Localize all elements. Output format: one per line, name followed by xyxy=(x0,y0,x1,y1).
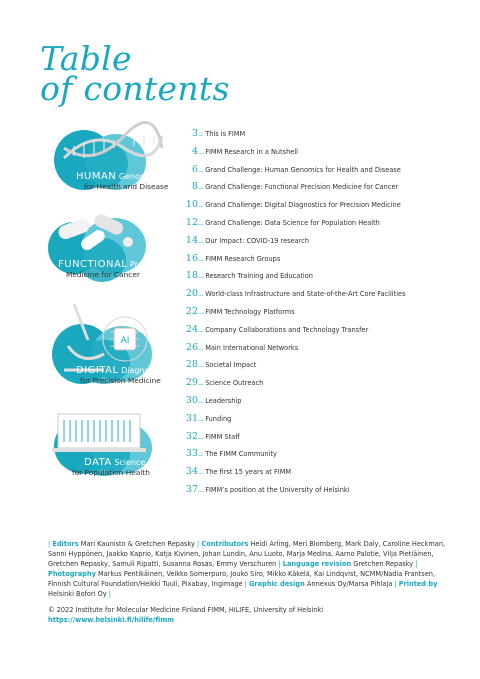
toc-dots: ... xyxy=(198,201,204,210)
credit-design: Annexus Oy/Marsa Pihlaja xyxy=(306,580,393,588)
toc-page-number: 20 xyxy=(185,288,198,300)
toc-entry-title: World-class Infrastructure and State-of-the-Art Core Facilities xyxy=(205,290,406,299)
illustration-subtitle: for Precision Medicine xyxy=(80,376,161,385)
toc-entry[interactable] xyxy=(160,431,240,445)
toc-page-number: 8 xyxy=(191,181,198,193)
credit-label-design: Graphic design xyxy=(249,580,305,588)
toc-entry-title: The first 15 years at FIMM xyxy=(205,468,292,477)
credit-label-printed: Printed by xyxy=(398,580,438,588)
toc-entry[interactable] xyxy=(160,146,298,160)
toc-entry[interactable] xyxy=(160,235,309,249)
toc-entry-title: FIMM Research in a Nutshell xyxy=(205,147,299,156)
toc-page-number: 10 xyxy=(185,199,198,211)
toc-entry-title: Our Impact: COVID-19 research xyxy=(205,236,310,245)
toc-entry-title: Main International Networks xyxy=(205,343,299,352)
toc-dots: ... xyxy=(198,290,204,299)
toc-page-number: 28 xyxy=(185,359,198,371)
toc-entry[interactable] xyxy=(160,128,245,142)
illustration-keyword: DATA xyxy=(84,457,112,468)
title-line-1: Table xyxy=(40,39,132,78)
illustration-rest: Science xyxy=(114,458,146,467)
toc-entry-title: Company Collaborations and Technology Transfer xyxy=(205,325,369,334)
illustration-rest: Diagnostics xyxy=(121,366,168,375)
toc-entry[interactable] xyxy=(160,253,280,267)
illustration-functional-precision xyxy=(44,212,164,292)
toc-entry-title: FIMM Staff xyxy=(205,432,240,441)
illustration-label xyxy=(84,458,145,467)
toc-dots: ... xyxy=(198,468,204,477)
toc-dots: ... xyxy=(198,486,204,494)
credit-label-editors: Editors xyxy=(52,540,79,548)
illustration-label xyxy=(58,260,166,269)
ai-chip-label: AI xyxy=(120,336,130,346)
toc-page-number: 14 xyxy=(185,234,198,246)
toc-entry[interactable] xyxy=(160,288,406,302)
toc-dots: ... xyxy=(198,414,204,423)
toc-entry-title: Grand Challenge: Digital Diagnostics for Precision Medicine xyxy=(205,201,401,210)
copyright-text: © 2022 Institute for Molecular Medicine Finland FIMM, HiLIFE, University of Helsinki xyxy=(48,606,324,614)
toc-entry[interactable] xyxy=(160,270,313,284)
illustration-digital-diagnostics xyxy=(44,296,168,390)
toc-page-number: 33 xyxy=(185,448,198,460)
toc-entry[interactable] xyxy=(160,466,291,480)
toc-entry-title: The FIMM Community xyxy=(205,450,277,459)
credit-label-photography: Photography xyxy=(48,570,96,578)
toc-page-number: 26 xyxy=(185,341,198,353)
toc-entry[interactable] xyxy=(160,377,263,391)
illustration-subtitle: Medicine for Cancer xyxy=(66,270,140,279)
toc-dots: ... xyxy=(198,379,204,388)
credit-contributors: Heidi Arling, Meri Blomberg, Mark Daly, Caroline Heckman, Sanni Hyppönen, Jaakko Kaprio, Katja Kivinen, Johan Lundin, Anu Luoto, Marja Medina, Aarno Palotie, Vilja Pietiäinen, Gretchen Repasky, Samuli Ripatti, Susanna Rosas, Emmy Verschuren xyxy=(48,540,446,568)
toc-page-number: 16 xyxy=(185,252,198,264)
toc-entry-title: Grand Challenge: Data Science for Population Health xyxy=(205,219,380,227)
toc-entry-title: Grand Challenge: Human Genomics for Health and Disease xyxy=(205,165,401,174)
toc-entry[interactable] xyxy=(160,199,401,213)
toc-entry[interactable] xyxy=(160,306,295,320)
footer xyxy=(48,605,323,625)
illustration-subtitle: for Health and Disease xyxy=(84,182,169,191)
illustration-keyword: FUNCTIONAL xyxy=(58,259,128,270)
toc-page-number: 30 xyxy=(185,395,198,406)
title-line-2: of contents xyxy=(40,69,230,108)
toc-page-number: 3 xyxy=(191,128,198,139)
toc-entry[interactable] xyxy=(160,484,350,498)
toc-dots: ... xyxy=(198,147,204,156)
toc-entry[interactable] xyxy=(160,181,398,195)
toc-page-number: 29 xyxy=(185,377,198,389)
toc-entry[interactable] xyxy=(160,395,241,409)
toc-dots: ... xyxy=(198,183,204,192)
credit-printed: Helsinki Bofori Oy xyxy=(48,590,107,598)
toc-dots: ... xyxy=(198,308,204,316)
toc-dots: ... xyxy=(198,450,204,459)
toc-entry-title: This is FIMM xyxy=(205,130,246,138)
credit-editors: Mari Kaunisto & Gretchen Repasky xyxy=(80,540,195,548)
toc-entry-title: Societal Impact xyxy=(205,361,257,370)
illustration-human-genomics xyxy=(44,118,169,198)
toc-entry-title: Funding xyxy=(205,414,232,423)
toc-entry[interactable] xyxy=(160,324,368,338)
toc-dots: ... xyxy=(198,325,204,334)
toc-dots: ... xyxy=(198,254,204,263)
toc-dots: ... xyxy=(198,236,204,245)
toc-entry[interactable] xyxy=(160,359,256,373)
toc-page-number: 18 xyxy=(185,270,198,282)
toc-dots: ... xyxy=(198,361,204,370)
toc-dots: ... xyxy=(198,219,204,227)
pills-icon xyxy=(44,212,164,292)
toc-dots: ... xyxy=(198,165,204,174)
toc-entry-title: FIMM Research Groups xyxy=(205,254,281,263)
page-title xyxy=(40,39,230,108)
toc-page-number: 37 xyxy=(185,484,198,495)
toc-entry-title: Science Outreach xyxy=(205,379,264,388)
toc-dots: ... xyxy=(198,343,204,352)
toc-entry[interactable] xyxy=(160,164,401,178)
illustration-subtitle: for Population Health xyxy=(72,468,150,477)
toc-entry-title: FIMM’s position at the University of Helsinki xyxy=(205,486,350,494)
toc-entry-title: Research Training and Education xyxy=(205,272,313,281)
toc-dots: ... xyxy=(198,272,204,281)
toc-dots: ... xyxy=(198,432,204,441)
toc-page-number: 22 xyxy=(185,306,198,317)
toc-page-number: 34 xyxy=(185,466,198,478)
toc-page-number: 32 xyxy=(185,430,198,442)
toc-page-number: 24 xyxy=(185,323,198,335)
illustration-keyword: DIGITAL xyxy=(76,365,119,376)
toc-page-number: 4 xyxy=(191,145,198,157)
toc-entry-title: FIMM Technology Platforms xyxy=(205,308,295,316)
toc-page-number: 6 xyxy=(191,163,198,175)
website-link[interactable]: https://www.helsinki.fi/hilife/fimm xyxy=(48,616,175,624)
toc-page-number: 12 xyxy=(185,217,198,228)
toc-entry[interactable] xyxy=(160,342,298,356)
credit-label-contributors: Contributors xyxy=(201,540,249,548)
illustration-data-science xyxy=(44,408,164,482)
toc-page-number: 31 xyxy=(185,412,198,424)
credits-block: | Editors Mari Kaunisto & Gretchen Repasky | Contributors Heidi Arling, Meri Blomberg, Mark Daly, Caroline Heckman, Sanni Hyppönen, Jaakko Kaprio, Katja Kivinen, Johan Lundin, Anu Luoto, Marja Medina, Aarno Palotie, Vilja Pietiäinen, Gretchen Repasky, Samuli Ripatti, Susanna Rosas, Emmy Verschuren | Language revision Gretchen Repasky | Photography Markus Pentikäinen, Veikko Somerpuro, Jouko Siro, Mikko Käkelä, Kai Lindqvist, NCMM/Nadia Frantsen, Finnish Cultural Foundation/Heikki Tuuli, Pixabay, Ingimage | Graphic design Annexus Oy/Marsa Pihlaja | Printed by Helsinki Bofori Oy | xyxy=(48,540,446,598)
credit-label-language: Language revision xyxy=(282,560,352,568)
credit-photography: Markus Pentikäinen, Veikko Somerpuro, Jouko Siro, Mikko Käkelä, Kai Lindqvist, NCMM/Nadia Frantsen, Finnish Cultural Foundation/Heikki Tuuli, Pixabay, Ingimage xyxy=(48,570,436,588)
illustration-rest: Precision xyxy=(129,260,166,269)
illustration-keyword: HUMAN xyxy=(76,171,117,182)
illustration-label xyxy=(76,172,159,181)
credit-language: Gretchen Repasky xyxy=(353,560,414,568)
toc-dots: ... xyxy=(198,397,204,405)
toc-entry[interactable] xyxy=(160,217,380,231)
toc-entry-title: Grand Challenge: Functional Precision Medicine for Cancer xyxy=(205,183,399,192)
toc-entry[interactable] xyxy=(160,413,231,427)
illustration-rest: Genomics xyxy=(118,172,159,181)
toc-entry-title: Leadership xyxy=(205,397,242,405)
toc-dots: ... xyxy=(198,130,204,138)
illustration-label xyxy=(76,366,168,375)
toc-entry[interactable] xyxy=(160,448,277,462)
